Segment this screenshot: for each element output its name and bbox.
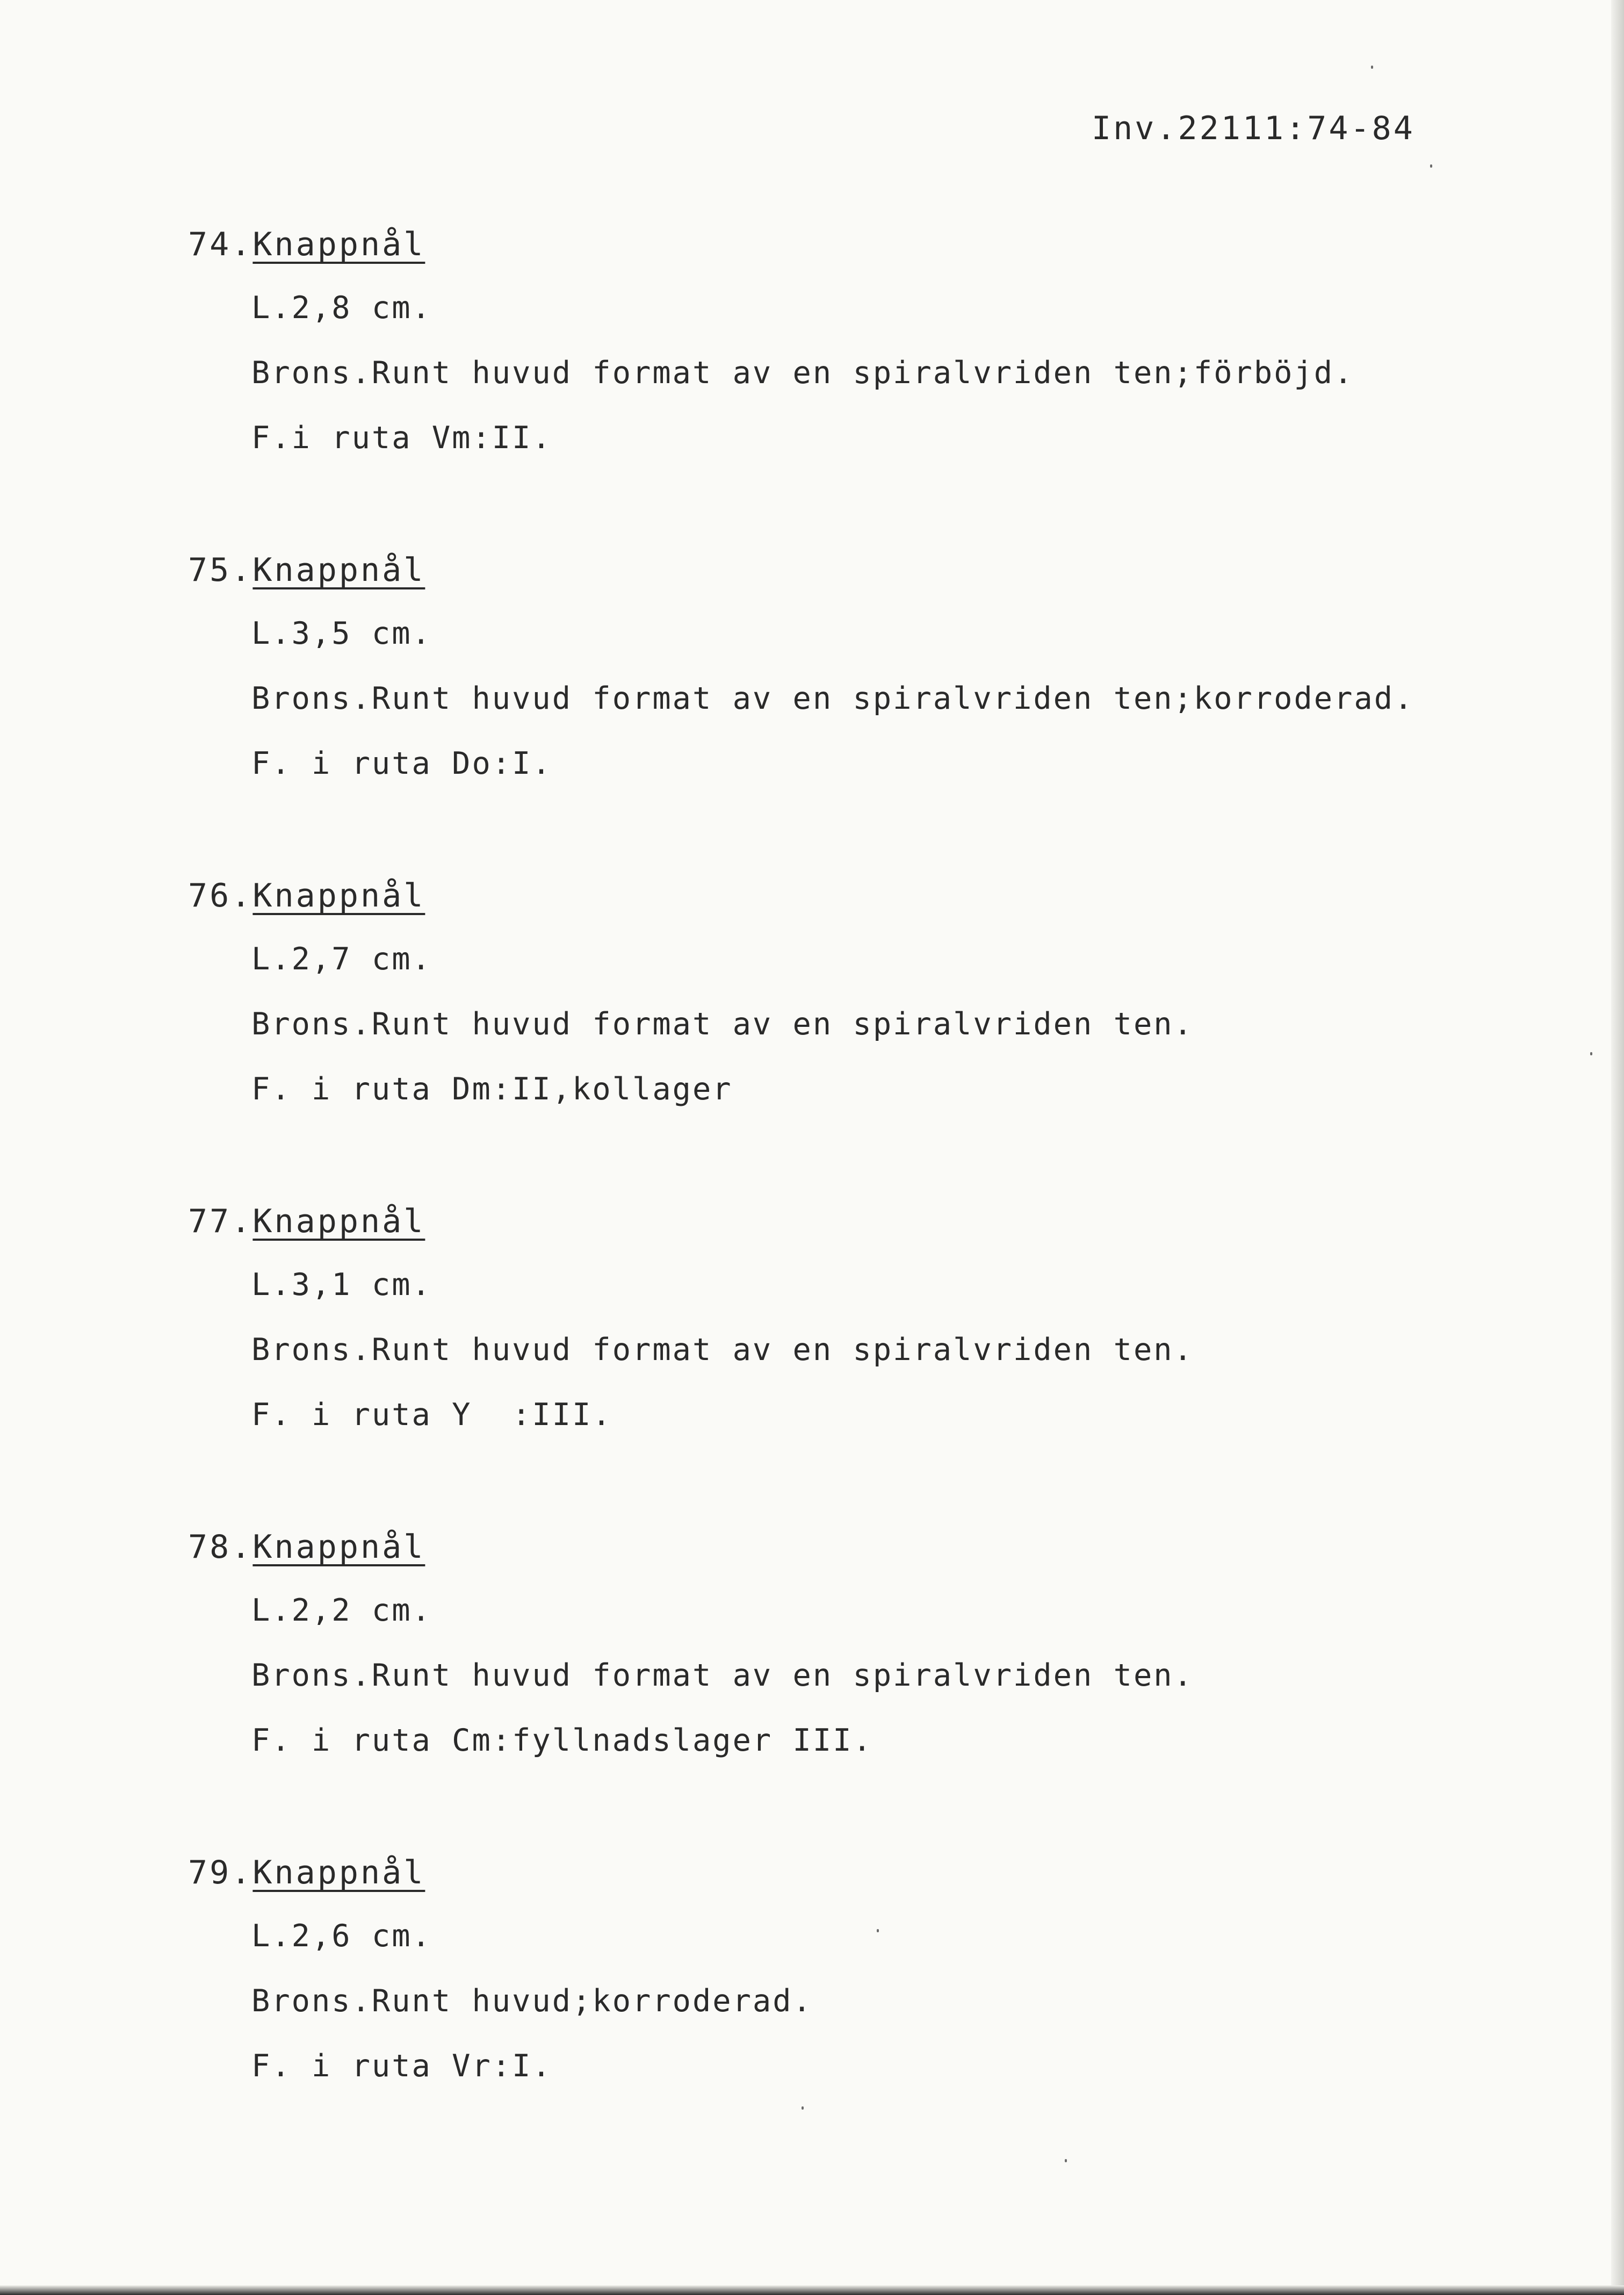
catalog-entry-77 [188, 1203, 1477, 1482]
page-edge-shadow [1611, 0, 1624, 2295]
page-edge-bottom [0, 2285, 1624, 2295]
paper-speck [1065, 2159, 1067, 2162]
entry-description: Brons.Runt huvud format av en spiralvriden ten;korroderad. [251, 681, 1414, 716]
entry-number: 77. [188, 1203, 253, 1240]
catalog-entry-75 [188, 551, 1477, 831]
entry-heading [188, 877, 425, 915]
entry-length: L.2,7 cm. [251, 941, 432, 977]
inventory-number: Inv.22111:74-84 [1092, 110, 1415, 147]
entry-length: L.3,1 cm. [251, 1267, 432, 1303]
entry-number: 78. [188, 1528, 253, 1566]
entry-heading [188, 1528, 425, 1566]
entry-find-location: F. i ruta Dm:II,kollager [251, 1071, 733, 1107]
entry-heading [188, 1854, 425, 1891]
entry-find-location: F.i ruta Vm:II. [251, 420, 552, 456]
entry-heading [188, 226, 425, 263]
entry-title: Knappnål [252, 877, 425, 915]
entry-heading [188, 551, 425, 589]
entry-description: Brons.Runt huvud format av en spiralvriden ten. [251, 1006, 1194, 1042]
entry-title: Knappnål [252, 551, 425, 589]
entry-title: Knappnål [252, 1854, 425, 1891]
entry-number: 76. [188, 877, 253, 915]
entry-find-location: F. i ruta Y :III. [251, 1397, 612, 1433]
entry-find-location: F. i ruta Vr:I. [251, 2048, 552, 2084]
entry-number: 74. [188, 226, 253, 263]
paper-speck [802, 2106, 804, 2110]
entry-description: Brons.Runt huvud;korroderad. [251, 1983, 813, 2019]
entry-number: 75. [188, 551, 253, 589]
entry-length: L.2,2 cm. [251, 1593, 432, 1628]
entry-find-location: F. i ruta Cm:fyllnadslager III. [251, 1723, 873, 1758]
entry-heading [188, 1203, 425, 1240]
entry-length: L.2,8 cm. [251, 290, 432, 326]
entry-title: Knappnål [252, 1203, 425, 1240]
entry-title: Knappnål [252, 226, 425, 263]
paper-speck [877, 1929, 879, 1932]
entry-length: L.2,6 cm. [251, 1918, 432, 1954]
catalog-entry-79 [188, 1854, 1477, 2133]
catalog-entry-74 [188, 226, 1477, 505]
paper-speck [1371, 66, 1373, 69]
entry-find-location: F. i ruta Do:I. [251, 746, 552, 781]
paper-speck [1590, 1052, 1592, 1055]
entry-description: Brons.Runt huvud format av en spiralvriden ten;förböjd. [251, 355, 1354, 391]
entry-title: Knappnål [252, 1528, 425, 1566]
entry-description: Brons.Runt huvud format av en spiralvriden ten. [251, 1332, 1194, 1368]
entry-length: L.3,5 cm. [251, 616, 432, 651]
catalog-entry-78 [188, 1528, 1477, 1808]
entry-number: 79. [188, 1854, 253, 1891]
catalog-entry-76 [188, 877, 1477, 1156]
paper-speck [1430, 164, 1432, 168]
entry-description: Brons.Runt huvud format av en spiralvriden ten. [251, 1658, 1194, 1693]
